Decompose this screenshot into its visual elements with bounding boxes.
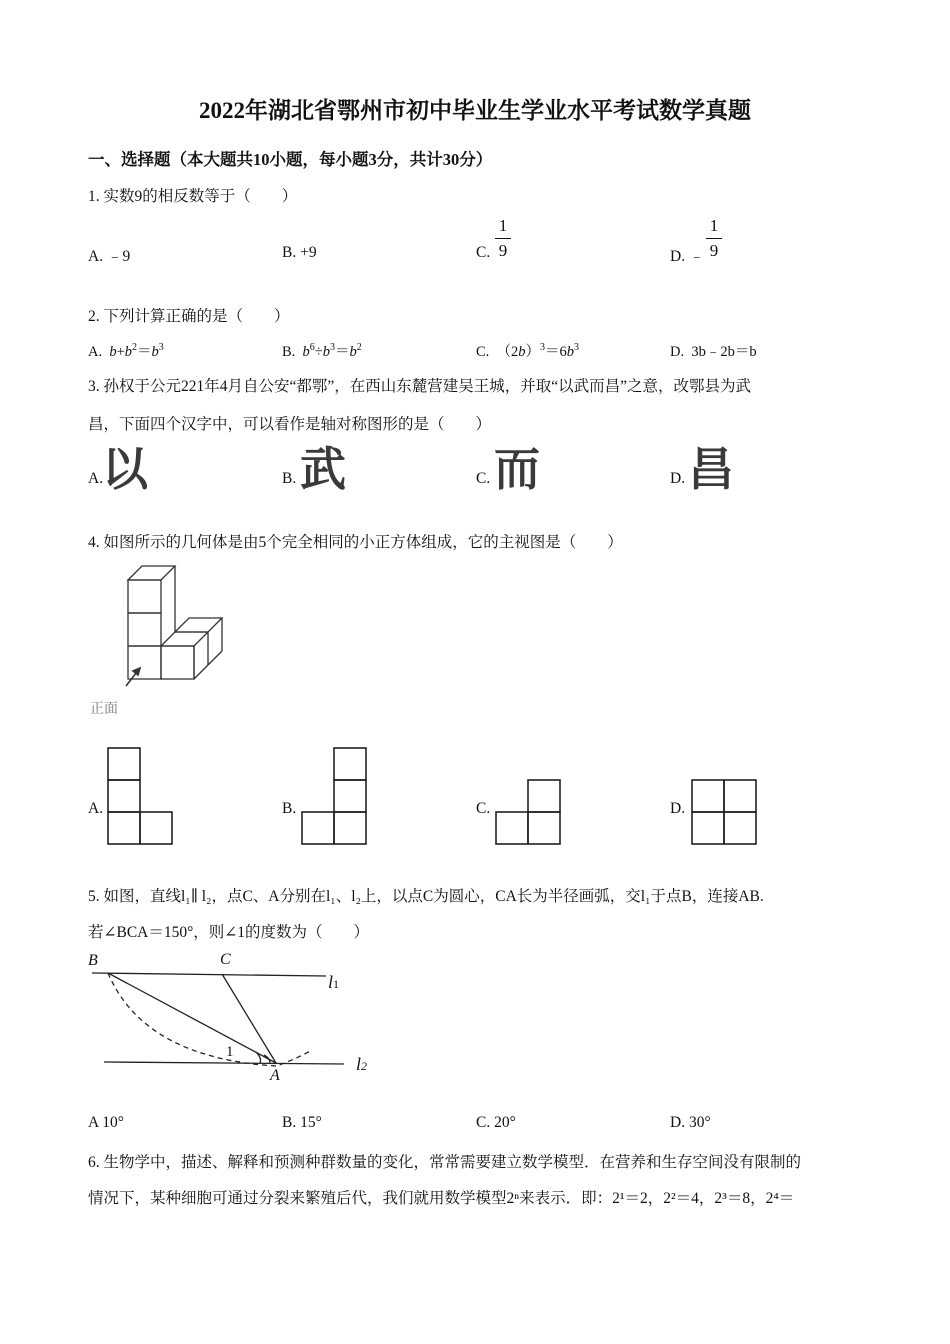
question-3-stem-line1: 3. 孙权于公元221年4月自公安“都鄂”，在西山东麓营建吴王城，并取“以武而昌”之意，改鄂县为武 — [88, 378, 752, 395]
q2-option-b: B. $b^6\div b^3=b^2$ — [282, 342, 362, 360]
q3-option-c-character: 而 — [494, 442, 540, 496]
q4-option-c-label: C. — [476, 800, 491, 817]
q3-option-c-label: C. — [476, 470, 491, 487]
q5-option-c: C. 20° — [476, 1114, 516, 1131]
q2-option-a: A. $b+b^2=b^3$ — [88, 342, 164, 360]
page-title: 2022年湖北省鄂州市初中毕业生学业水平考试数学真题 — [199, 98, 751, 123]
question-5-stem-line2: 若∠BCA＝150°，则∠1的度数为（ ） — [88, 924, 370, 941]
q5-line-l2-label: l2 — [356, 1054, 368, 1074]
q1-option-d-fraction — [706, 216, 722, 261]
q5-point-b-label: B — [88, 952, 98, 969]
fraction-denominator: 9 — [498, 241, 508, 260]
q4-option-d-figure — [690, 778, 760, 848]
question-3-stem-line2: 昌，下面四个汉字中，可以看作是轴对称图形的是（ ） — [88, 416, 492, 433]
q5-point-c-label: C — [220, 951, 231, 968]
q3-option-a-label: A. — [88, 470, 104, 487]
fraction-numerator: 1 — [498, 216, 508, 235]
question-4-stem: 4. 如图所示的几何体是由5个完全相同的小正方体组成，它的主视图是（ ） — [88, 534, 623, 551]
q1-option-d-label: D. ﹣ — [670, 248, 705, 265]
q4-option-d-label: D. — [670, 800, 686, 817]
q3-option-b-character: 武 — [300, 442, 346, 496]
q1-option-a: A. ﹣9 — [88, 248, 131, 265]
q5-line-l1-label: l1 — [328, 972, 340, 992]
q3-option-b-label: B. — [282, 470, 297, 487]
q4-option-a-figure — [106, 746, 176, 846]
q1-option-c-fraction — [495, 216, 511, 261]
q4-option-c-figure — [494, 778, 564, 848]
fraction-denominator: 9 — [709, 241, 719, 260]
q5-point-a-label: A — [270, 1067, 280, 1084]
q4-solid-figure — [120, 562, 240, 692]
question-6-stem-line1: 6. 生物学中，描述、解释和预测种群数量的变化，常常需要建立数学模型．在营养和生存空间没有限制的 — [88, 1154, 802, 1171]
q3-option-d-character: 昌 — [688, 442, 734, 496]
q2-option-c: C. $(2b)^3=6b^3$ — [476, 342, 580, 360]
question-6-stem-line2: 情况下，某种细胞可通过分裂来繁殖后代，我们就用数学模型2ⁿ来表示．即：2¹＝2，2²＝4，2³＝8，2⁴＝ — [88, 1190, 795, 1207]
q1-option-c-label: C. — [476, 244, 491, 261]
q5-geometry-figure — [84, 948, 384, 1088]
question-5-stem-line1: 5. 如图，直线l₁∥ l₂，点C、A分别在l₁、l₂上，以点C为圆心，CA长为半径画弧，交l₁于点B，连接AB. — [88, 888, 764, 905]
q3-option-a-character: 以 — [102, 442, 148, 496]
fraction-numerator: 1 — [709, 216, 719, 235]
q3-option-d-label: D. — [670, 470, 686, 487]
q5-option-b: B. 15° — [282, 1114, 322, 1131]
q4-option-b-label: B. — [282, 800, 297, 817]
question-2-stem: 2. 下列计算正确的是（ ） — [88, 308, 290, 325]
q5-option-d: D. 30° — [670, 1114, 711, 1131]
q5-angle-1-label: 1 — [226, 1044, 234, 1060]
q5-option-a: A 10° — [88, 1114, 124, 1131]
q4-option-b-figure — [300, 746, 370, 846]
q4-option-a-label: A. — [88, 800, 104, 817]
q4-front-label: 正面 — [90, 702, 118, 717]
section-heading: 一、选择题（本大题共10小题，每小题3分，共计30分） — [88, 150, 493, 169]
question-1-stem: 1. 实数9的相反数等于（ ） — [88, 188, 298, 205]
q2-option-d: D. 3b﹣2b＝b — [670, 344, 757, 360]
q1-option-b: B. +9 — [282, 244, 317, 261]
